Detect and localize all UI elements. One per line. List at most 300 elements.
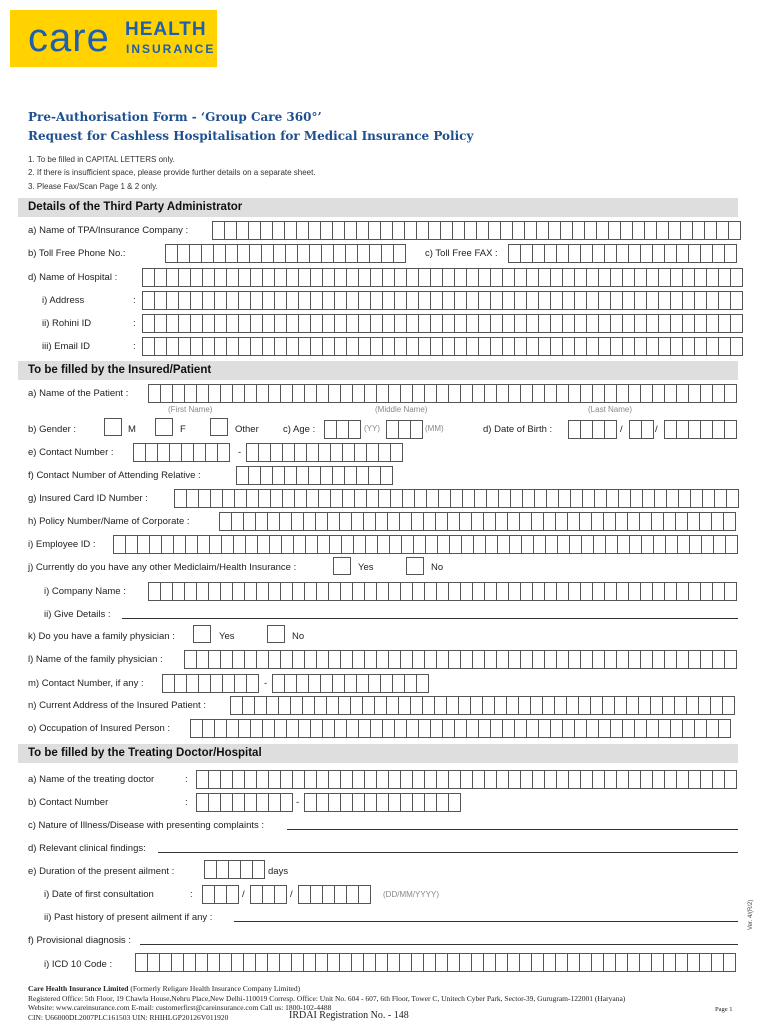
char-box[interactable]	[282, 443, 294, 462]
char-box[interactable]	[438, 489, 450, 508]
char-box[interactable]	[172, 384, 184, 403]
char-box[interactable]	[232, 582, 244, 601]
char-box[interactable]	[519, 953, 531, 972]
char-box[interactable]	[568, 420, 580, 439]
char-box[interactable]	[520, 384, 532, 403]
char-box[interactable]	[706, 337, 718, 356]
char-box[interactable]	[252, 860, 265, 879]
char-box[interactable]	[328, 384, 340, 403]
gender-f-checkbox[interactable]	[155, 418, 173, 436]
char-box[interactable]	[555, 953, 567, 972]
char-box[interactable]	[293, 535, 305, 554]
char-box[interactable]	[699, 953, 711, 972]
char-box[interactable]	[250, 719, 262, 738]
char-box[interactable]	[716, 221, 728, 240]
char-box[interactable]	[220, 650, 232, 669]
char-box[interactable]	[526, 268, 538, 287]
char-box[interactable]	[147, 953, 159, 972]
char-box[interactable]	[507, 512, 519, 531]
char-box[interactable]	[354, 489, 366, 508]
char-box[interactable]	[532, 582, 544, 601]
char-box[interactable]	[380, 466, 393, 485]
char-box[interactable]	[365, 535, 377, 554]
char-box[interactable]	[350, 696, 362, 715]
char-box[interactable]	[341, 535, 353, 554]
char-box[interactable]	[388, 384, 400, 403]
char-box[interactable]	[603, 512, 615, 531]
char-box[interactable]	[196, 384, 208, 403]
char-box[interactable]	[640, 582, 652, 601]
char-box[interactable]	[149, 535, 161, 554]
char-box[interactable]	[424, 793, 436, 812]
char-box[interactable]	[390, 489, 402, 508]
char-box[interactable]	[699, 512, 711, 531]
char-box[interactable]	[376, 582, 388, 601]
char-box[interactable]	[368, 466, 380, 485]
char-box[interactable]	[186, 489, 198, 508]
char-box[interactable]	[237, 244, 249, 263]
char-box[interactable]	[406, 337, 418, 356]
char-box[interactable]	[460, 650, 472, 669]
char-box[interactable]	[219, 512, 231, 531]
char-box[interactable]	[651, 953, 663, 972]
consultation-month-input[interactable]	[250, 885, 287, 903]
char-box[interactable]	[430, 314, 442, 333]
char-box[interactable]	[682, 291, 694, 310]
char-box[interactable]	[336, 420, 348, 439]
char-box[interactable]	[578, 696, 590, 715]
char-box[interactable]	[622, 314, 634, 333]
email-id-input[interactable]	[142, 337, 743, 355]
char-box[interactable]	[678, 489, 690, 508]
char-box[interactable]	[212, 221, 224, 240]
char-box[interactable]	[514, 314, 526, 333]
char-box[interactable]	[472, 582, 484, 601]
char-box[interactable]	[628, 582, 640, 601]
char-box[interactable]	[244, 582, 256, 601]
char-box[interactable]	[344, 674, 356, 693]
char-box[interactable]	[658, 268, 670, 287]
char-box[interactable]	[676, 582, 688, 601]
char-box[interactable]	[519, 512, 531, 531]
char-box[interactable]	[638, 696, 650, 715]
char-box[interactable]	[507, 953, 519, 972]
char-box[interactable]	[280, 793, 293, 812]
char-box[interactable]	[718, 268, 730, 287]
char-box[interactable]	[310, 291, 322, 310]
char-box[interactable]	[390, 443, 403, 462]
char-box[interactable]	[208, 582, 220, 601]
char-box[interactable]	[442, 268, 454, 287]
char-box[interactable]	[508, 384, 520, 403]
char-box[interactable]	[534, 489, 546, 508]
char-box[interactable]	[294, 443, 306, 462]
doctor-contact-number-input[interactable]	[304, 793, 461, 811]
char-box[interactable]	[640, 650, 652, 669]
char-box[interactable]	[274, 268, 286, 287]
char-box[interactable]	[208, 770, 220, 789]
char-box[interactable]	[436, 384, 448, 403]
char-box[interactable]	[364, 650, 376, 669]
char-box[interactable]	[322, 885, 334, 904]
char-box[interactable]	[580, 650, 592, 669]
char-box[interactable]	[324, 420, 336, 439]
char-box[interactable]	[490, 268, 502, 287]
char-box[interactable]	[538, 291, 550, 310]
char-box[interactable]	[454, 314, 466, 333]
char-box[interactable]	[334, 719, 346, 738]
char-box[interactable]	[394, 314, 406, 333]
char-box[interactable]	[484, 650, 496, 669]
char-box[interactable]	[377, 535, 389, 554]
char-box[interactable]	[292, 650, 304, 669]
char-box[interactable]	[508, 770, 520, 789]
char-box[interactable]	[225, 244, 237, 263]
icd-code-input[interactable]	[135, 953, 736, 971]
char-box[interactable]	[584, 221, 596, 240]
char-box[interactable]	[413, 535, 425, 554]
char-box[interactable]	[327, 953, 339, 972]
char-box[interactable]	[418, 268, 430, 287]
char-box[interactable]	[363, 953, 375, 972]
char-box[interactable]	[358, 268, 370, 287]
char-box[interactable]	[591, 953, 603, 972]
char-box[interactable]	[730, 268, 743, 287]
char-box[interactable]	[205, 443, 217, 462]
char-box[interactable]	[454, 337, 466, 356]
char-box[interactable]	[222, 674, 234, 693]
char-box[interactable]	[342, 489, 354, 508]
char-box[interactable]	[285, 244, 297, 263]
gender-m-checkbox[interactable]	[104, 418, 122, 436]
char-box[interactable]	[209, 535, 221, 554]
char-box[interactable]	[244, 793, 256, 812]
char-box[interactable]	[622, 268, 634, 287]
char-box[interactable]	[724, 582, 737, 601]
char-box[interactable]	[602, 696, 614, 715]
char-box[interactable]	[416, 674, 429, 693]
char-box[interactable]	[370, 337, 382, 356]
char-box[interactable]	[533, 535, 545, 554]
char-box[interactable]	[676, 650, 688, 669]
char-box[interactable]	[550, 337, 562, 356]
char-box[interactable]	[656, 221, 668, 240]
char-box[interactable]	[378, 489, 390, 508]
char-box[interactable]	[521, 535, 533, 554]
char-box[interactable]	[532, 650, 544, 669]
char-box[interactable]	[476, 221, 488, 240]
char-box[interactable]	[418, 719, 430, 738]
char-box[interactable]	[318, 443, 330, 462]
char-box[interactable]	[345, 244, 357, 263]
char-box[interactable]	[724, 420, 737, 439]
char-box[interactable]	[726, 489, 739, 508]
char-box[interactable]	[394, 268, 406, 287]
char-box[interactable]	[334, 268, 346, 287]
char-box[interactable]	[230, 696, 242, 715]
char-box[interactable]	[509, 535, 521, 554]
age-months-input[interactable]	[386, 420, 423, 438]
char-box[interactable]	[634, 268, 646, 287]
char-box[interactable]	[562, 719, 574, 738]
char-box[interactable]	[568, 650, 580, 669]
char-box[interactable]	[340, 582, 352, 601]
char-box[interactable]	[382, 719, 394, 738]
char-box[interactable]	[297, 244, 309, 263]
char-box[interactable]	[142, 337, 154, 356]
char-box[interactable]	[639, 512, 651, 531]
char-box[interactable]	[214, 337, 226, 356]
char-box[interactable]	[460, 384, 472, 403]
contact-code-input[interactable]	[133, 443, 230, 461]
char-box[interactable]	[662, 696, 674, 715]
char-box[interactable]	[219, 953, 231, 972]
char-box[interactable]	[592, 420, 604, 439]
char-box[interactable]	[682, 337, 694, 356]
char-box[interactable]	[472, 384, 484, 403]
char-box[interactable]	[701, 535, 713, 554]
char-box[interactable]	[346, 337, 358, 356]
char-box[interactable]	[274, 719, 286, 738]
char-box[interactable]	[308, 466, 320, 485]
char-box[interactable]	[568, 244, 580, 263]
char-box[interactable]	[244, 650, 256, 669]
char-box[interactable]	[236, 221, 248, 240]
char-box[interactable]	[196, 650, 208, 669]
char-box[interactable]	[304, 650, 316, 669]
char-box[interactable]	[508, 650, 520, 669]
char-box[interactable]	[514, 719, 526, 738]
char-box[interactable]	[400, 650, 412, 669]
char-box[interactable]	[524, 221, 536, 240]
char-box[interactable]	[242, 696, 254, 715]
char-box[interactable]	[197, 535, 209, 554]
char-box[interactable]	[171, 953, 183, 972]
char-box[interactable]	[506, 696, 518, 715]
char-box[interactable]	[604, 582, 616, 601]
char-box[interactable]	[500, 221, 512, 240]
char-box[interactable]	[688, 384, 700, 403]
char-box[interactable]	[543, 512, 555, 531]
char-box[interactable]	[166, 291, 178, 310]
char-box[interactable]	[689, 535, 701, 554]
char-box[interactable]	[286, 268, 298, 287]
char-box[interactable]	[677, 535, 689, 554]
char-box[interactable]	[574, 719, 586, 738]
char-box[interactable]	[224, 221, 236, 240]
char-box[interactable]	[700, 582, 712, 601]
char-box[interactable]	[562, 337, 574, 356]
char-box[interactable]	[471, 953, 483, 972]
char-box[interactable]	[202, 314, 214, 333]
char-box[interactable]	[448, 650, 460, 669]
char-box[interactable]	[610, 268, 622, 287]
char-box[interactable]	[652, 650, 664, 669]
char-box[interactable]	[202, 885, 214, 904]
char-box[interactable]	[406, 314, 418, 333]
char-box[interactable]	[688, 582, 700, 601]
char-box[interactable]	[435, 953, 447, 972]
char-box[interactable]	[236, 466, 248, 485]
char-box[interactable]	[402, 489, 414, 508]
char-box[interactable]	[664, 420, 676, 439]
char-box[interactable]	[250, 291, 262, 310]
char-box[interactable]	[471, 512, 483, 531]
char-box[interactable]	[460, 582, 472, 601]
char-box[interactable]	[675, 512, 687, 531]
toll-free-fax-input[interactable]	[508, 244, 737, 262]
char-box[interactable]	[210, 674, 222, 693]
char-box[interactable]	[222, 489, 234, 508]
char-box[interactable]	[334, 337, 346, 356]
char-box[interactable]	[208, 793, 220, 812]
char-box[interactable]	[452, 221, 464, 240]
other-insurance-yes-checkbox[interactable]	[333, 557, 351, 575]
char-box[interactable]	[582, 489, 594, 508]
char-box[interactable]	[185, 535, 197, 554]
char-box[interactable]	[634, 719, 646, 738]
char-box[interactable]	[298, 268, 310, 287]
char-box[interactable]	[567, 512, 579, 531]
char-box[interactable]	[497, 535, 509, 554]
char-box[interactable]	[688, 244, 700, 263]
char-box[interactable]	[280, 770, 292, 789]
char-box[interactable]	[464, 221, 476, 240]
char-box[interactable]	[221, 535, 233, 554]
char-box[interactable]	[286, 337, 298, 356]
char-box[interactable]	[604, 770, 616, 789]
char-box[interactable]	[627, 512, 639, 531]
char-box[interactable]	[314, 696, 326, 715]
char-box[interactable]	[410, 696, 422, 715]
char-box[interactable]	[448, 793, 461, 812]
char-box[interactable]	[386, 420, 398, 439]
char-box[interactable]	[520, 650, 532, 669]
char-box[interactable]	[248, 466, 260, 485]
char-box[interactable]	[628, 384, 640, 403]
char-box[interactable]	[622, 337, 634, 356]
family-physician-no-checkbox[interactable]	[267, 625, 285, 643]
char-box[interactable]	[581, 535, 593, 554]
char-box[interactable]	[388, 793, 400, 812]
char-box[interactable]	[133, 443, 145, 462]
char-box[interactable]	[536, 221, 548, 240]
char-box[interactable]	[334, 291, 346, 310]
char-box[interactable]	[730, 337, 743, 356]
char-box[interactable]	[246, 489, 258, 508]
char-box[interactable]	[700, 384, 712, 403]
char-box[interactable]	[328, 793, 340, 812]
char-box[interactable]	[442, 291, 454, 310]
char-box[interactable]	[268, 793, 280, 812]
char-box[interactable]	[346, 885, 358, 904]
char-box[interactable]	[652, 770, 664, 789]
char-box[interactable]	[178, 291, 190, 310]
char-box[interactable]	[310, 268, 322, 287]
char-box[interactable]	[478, 337, 490, 356]
char-box[interactable]	[268, 770, 280, 789]
char-box[interactable]	[262, 337, 274, 356]
char-box[interactable]	[654, 489, 666, 508]
char-box[interactable]	[495, 512, 507, 531]
char-box[interactable]	[556, 384, 568, 403]
char-box[interactable]	[246, 443, 258, 462]
char-box[interactable]	[546, 489, 558, 508]
char-box[interactable]	[466, 314, 478, 333]
char-box[interactable]	[404, 221, 416, 240]
char-box[interactable]	[604, 244, 616, 263]
char-box[interactable]	[125, 535, 137, 554]
char-box[interactable]	[338, 696, 350, 715]
char-box[interactable]	[178, 268, 190, 287]
char-box[interactable]	[280, 650, 292, 669]
char-box[interactable]	[329, 535, 341, 554]
char-box[interactable]	[364, 793, 376, 812]
char-box[interactable]	[579, 953, 591, 972]
char-box[interactable]	[714, 489, 726, 508]
other-insurance-no-checkbox[interactable]	[406, 557, 424, 575]
char-box[interactable]	[586, 719, 598, 738]
char-box[interactable]	[157, 443, 169, 462]
char-box[interactable]	[320, 674, 332, 693]
char-box[interactable]	[376, 384, 388, 403]
char-box[interactable]	[392, 674, 404, 693]
char-box[interactable]	[724, 384, 737, 403]
char-box[interactable]	[244, 384, 256, 403]
char-box[interactable]	[586, 337, 598, 356]
char-box[interactable]	[255, 953, 267, 972]
char-box[interactable]	[358, 291, 370, 310]
char-box[interactable]	[296, 674, 308, 693]
char-box[interactable]	[213, 244, 225, 263]
char-box[interactable]	[532, 384, 544, 403]
char-box[interactable]	[574, 291, 586, 310]
char-box[interactable]	[339, 512, 351, 531]
char-box[interactable]	[274, 337, 286, 356]
char-box[interactable]	[687, 512, 699, 531]
char-box[interactable]	[196, 793, 208, 812]
char-box[interactable]	[430, 337, 442, 356]
char-box[interactable]	[358, 885, 371, 904]
patient-name-input[interactable]	[148, 384, 737, 402]
char-box[interactable]	[724, 244, 737, 263]
char-box[interactable]	[412, 793, 424, 812]
char-box[interactable]	[296, 466, 308, 485]
char-box[interactable]	[712, 244, 724, 263]
char-box[interactable]	[446, 696, 458, 715]
char-box[interactable]	[478, 291, 490, 310]
give-details-line[interactable]	[122, 618, 738, 619]
char-box[interactable]	[193, 443, 205, 462]
char-box[interactable]	[556, 582, 568, 601]
char-box[interactable]	[318, 489, 330, 508]
char-box[interactable]	[586, 268, 598, 287]
char-box[interactable]	[670, 719, 682, 738]
char-box[interactable]	[306, 443, 318, 462]
char-box[interactable]	[694, 268, 706, 287]
char-box[interactable]	[382, 268, 394, 287]
physician-name-input[interactable]	[184, 650, 737, 668]
char-box[interactable]	[154, 314, 166, 333]
char-box[interactable]	[461, 535, 473, 554]
char-box[interactable]	[214, 885, 226, 904]
char-box[interactable]	[310, 337, 322, 356]
char-box[interactable]	[398, 696, 410, 715]
char-box[interactable]	[177, 244, 189, 263]
char-box[interactable]	[354, 443, 366, 462]
relative-contact-input[interactable]	[236, 466, 393, 484]
char-box[interactable]	[694, 291, 706, 310]
